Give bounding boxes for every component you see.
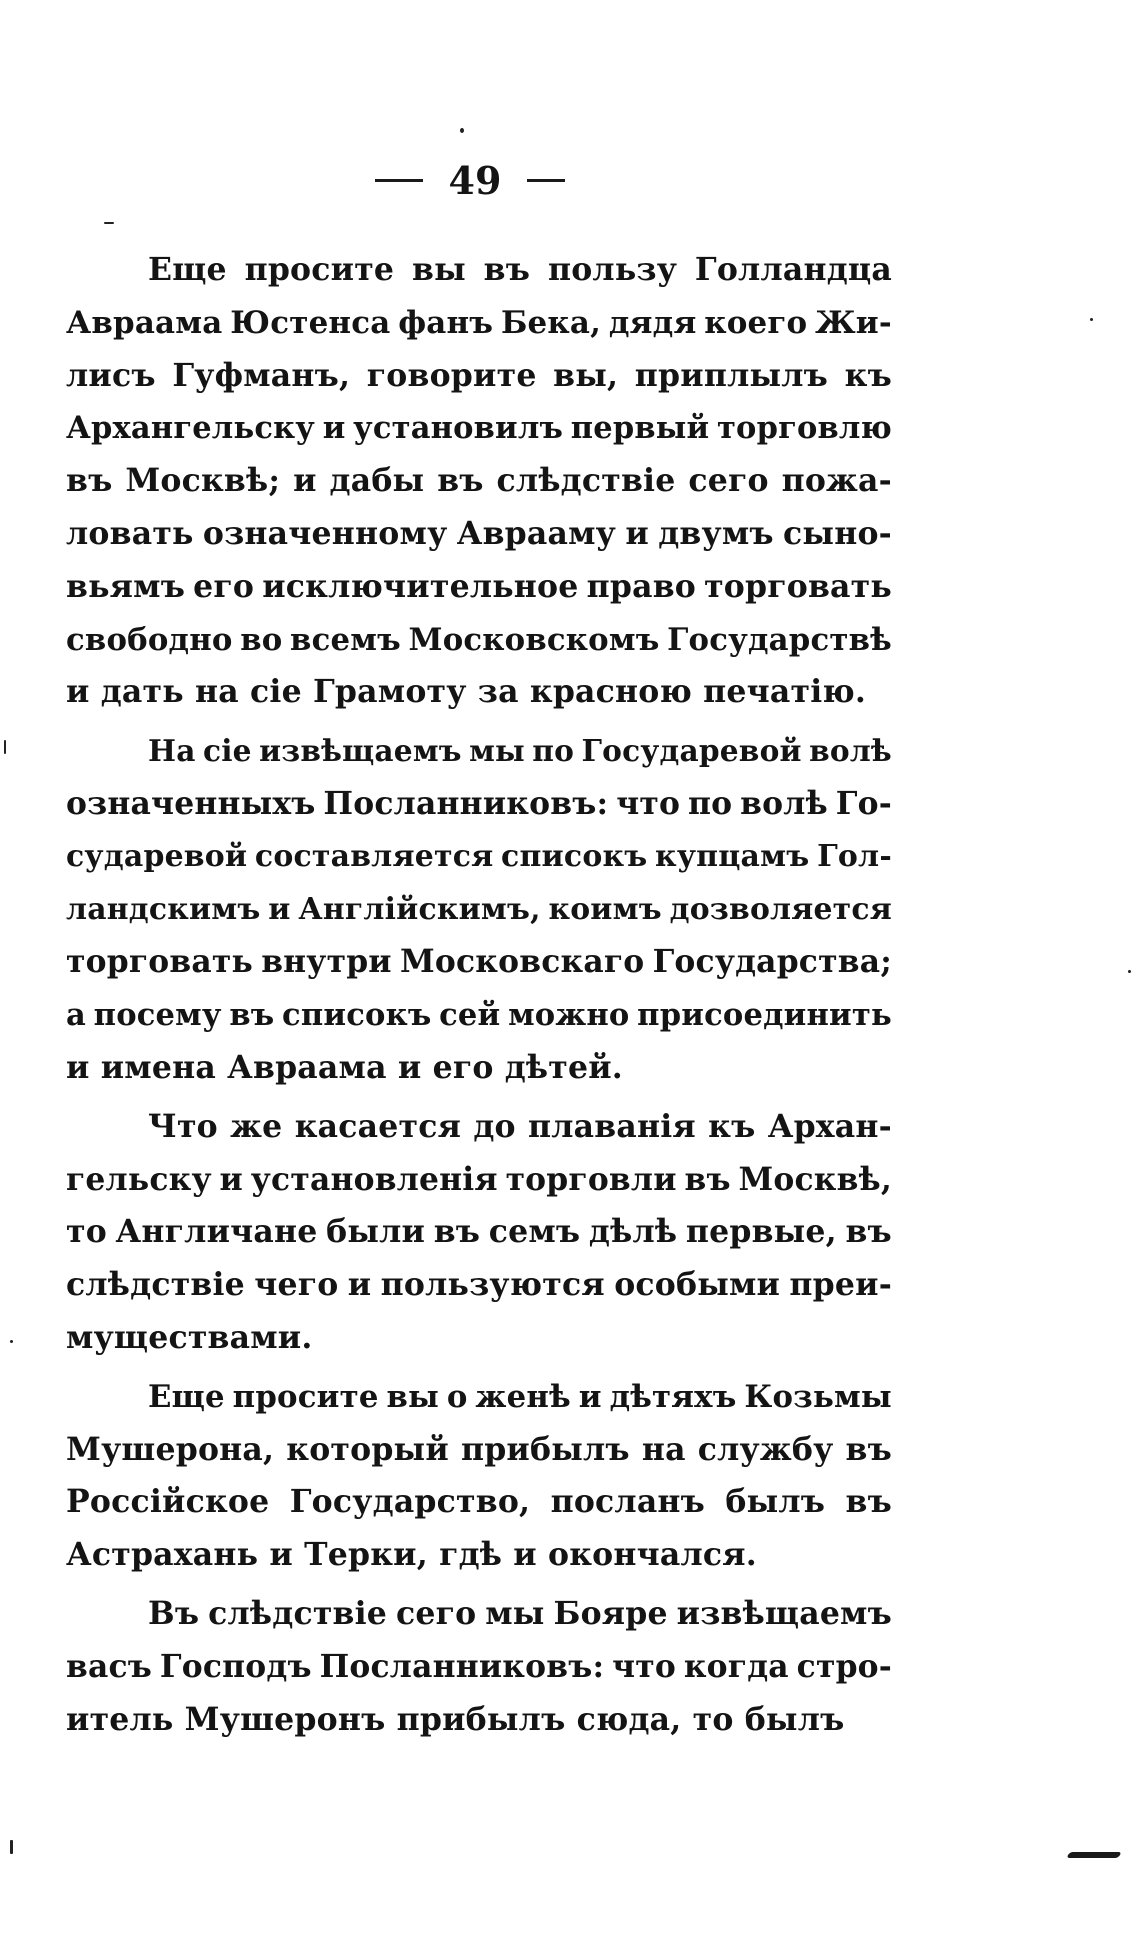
word: Государства; [652, 944, 892, 981]
word: просите [232, 1378, 379, 1415]
word: въ [845, 1430, 892, 1468]
word: въ [483, 251, 531, 288]
word: Москвѣ, [738, 1161, 892, 1198]
word: списокъ [282, 997, 432, 1034]
word: торговлю [716, 410, 892, 447]
word: Авраама [66, 304, 223, 341]
header-dash-right [527, 179, 565, 182]
word: Москвѣ; [125, 462, 281, 500]
word: то [66, 1213, 107, 1251]
word: его [193, 567, 255, 605]
word: ловать [66, 514, 194, 552]
paragraph [66, 1101, 892, 1365]
word: во [240, 621, 283, 658]
text-line [66, 1424, 892, 1477]
text-line [66, 1259, 892, 1312]
word: Архангельску [66, 410, 316, 447]
word: стро- [796, 1648, 892, 1685]
text-line [66, 1641, 892, 1694]
text-line: муществами. [66, 1318, 313, 1356]
word: лисъ [66, 356, 156, 394]
word: службу [697, 1430, 834, 1468]
word: Гол- [817, 838, 892, 874]
text-line [66, 1371, 892, 1424]
word: извѣщаемъ [259, 733, 462, 769]
word: по [688, 785, 733, 822]
word: посему [93, 997, 222, 1034]
word: были [326, 1213, 426, 1251]
word: въ [845, 1213, 892, 1251]
word: семъ [488, 1213, 581, 1251]
text-line [66, 936, 892, 989]
text-line [66, 455, 892, 508]
word: прибылъ [460, 1430, 630, 1468]
word: и [219, 1161, 243, 1198]
paragraph [66, 1371, 892, 1582]
word: Господъ [159, 1648, 312, 1685]
word: дѣтяхъ [609, 1378, 737, 1415]
scan-speck [1090, 318, 1093, 321]
word: вьямъ [66, 567, 186, 605]
word: извѣщаемъ [676, 1594, 892, 1632]
word: женѣ [475, 1378, 571, 1415]
word: означенныхъ [66, 785, 316, 822]
word: вы [411, 251, 466, 288]
word: Государство, [289, 1483, 531, 1521]
word: и [293, 462, 317, 500]
word: дѣлѣ [588, 1213, 678, 1251]
word: касается [294, 1107, 462, 1145]
word: Аврааму [456, 514, 617, 552]
word: пользуются [380, 1266, 605, 1304]
word: пожа- [781, 462, 892, 500]
word: Бека, [500, 304, 602, 341]
scan-speck [4, 740, 6, 754]
word: На [148, 733, 196, 769]
word: преи- [789, 1266, 892, 1304]
word: пользу [547, 251, 678, 288]
word: свободно [66, 621, 233, 658]
word: сіе [202, 733, 252, 769]
word: въ [437, 462, 484, 500]
body-text [66, 244, 892, 1746]
word: въ [66, 462, 113, 500]
scan-mark [1066, 1852, 1121, 1858]
word: былъ [725, 1483, 826, 1521]
word: Гуфманъ, [172, 356, 351, 394]
paragraph [66, 244, 892, 719]
text-line [66, 1206, 892, 1259]
word: чего [254, 1266, 339, 1304]
word: Англійскимъ, [298, 891, 541, 927]
word: Еще [148, 1378, 225, 1415]
word: Архан- [767, 1107, 892, 1145]
word: Голландца [694, 251, 892, 288]
word: торговать [66, 944, 253, 981]
word: говорите [366, 356, 537, 394]
word: первый [570, 410, 710, 447]
word: Мушерона, [66, 1430, 275, 1468]
scan-speck [460, 128, 464, 133]
word: въ [433, 1213, 481, 1251]
word: а [66, 997, 86, 1034]
word: присоединить [637, 997, 892, 1034]
word: посланъ [550, 1483, 706, 1521]
word: къ [844, 356, 892, 394]
word: исключительное [262, 567, 579, 605]
word: слѣдствіе [66, 1266, 245, 1304]
word: Государствѣ [667, 621, 892, 658]
text-line [66, 402, 892, 455]
word: когда [683, 1648, 789, 1685]
word: что [612, 1648, 676, 1685]
text-line: и имена Авраама и его дѣтей. [66, 1048, 623, 1086]
word: Жи- [815, 304, 892, 341]
word: волѣ [809, 733, 892, 769]
word: что [616, 785, 681, 822]
word: и [322, 410, 346, 447]
word: составляется [254, 838, 494, 874]
text-line [66, 614, 892, 667]
word: особыми [614, 1266, 781, 1304]
word: дядя [608, 304, 697, 341]
word: и [578, 1378, 602, 1415]
text-line [66, 1588, 892, 1641]
word: Посланниковъ: [323, 785, 609, 822]
word: сего [395, 1594, 477, 1632]
word: Московскаго [400, 944, 645, 981]
text-line [66, 508, 892, 561]
word: о [446, 1378, 468, 1415]
word: торговли [505, 1161, 677, 1198]
word: въ [845, 1483, 892, 1521]
text-line [66, 350, 892, 403]
text-line [66, 1101, 892, 1154]
page-header [330, 150, 610, 210]
text-line: Астрахань и Терки, гдѣ и окончался. [66, 1536, 757, 1574]
word: фанъ [398, 304, 494, 341]
text-line [66, 831, 892, 884]
word: Бояре [553, 1594, 668, 1632]
word: означенному [202, 514, 448, 552]
word: торговать [704, 567, 892, 605]
word: Государевой [581, 733, 802, 769]
word: сей [439, 997, 501, 1034]
word: который [286, 1430, 449, 1468]
text-line [66, 778, 892, 831]
word: вы [386, 1378, 439, 1415]
word: первые, [685, 1213, 837, 1251]
paragraph [66, 725, 892, 1095]
word: къ [708, 1107, 756, 1145]
word: плаванія [528, 1107, 696, 1145]
word: въ [229, 997, 275, 1034]
word: Въ [148, 1594, 200, 1632]
text-line [66, 297, 892, 350]
word: сударевой [66, 838, 248, 874]
scan-speck [10, 1340, 13, 1343]
word: же [230, 1107, 283, 1145]
word: волѣ [740, 785, 828, 822]
word: сего [688, 462, 769, 500]
word: Го- [835, 785, 892, 822]
word: Еще [148, 251, 227, 288]
word: и [268, 891, 291, 927]
page-number: 49 [448, 157, 502, 203]
text-line [66, 989, 892, 1042]
word: Юстенса [230, 304, 391, 341]
text-line [66, 561, 892, 614]
header-dash-left [375, 179, 423, 182]
word: установилъ [353, 410, 564, 447]
word: можно [508, 997, 630, 1034]
word: слѣдствіе [496, 462, 676, 500]
word: Московскомъ [408, 621, 660, 658]
word: на [641, 1430, 686, 1468]
word: до [473, 1107, 516, 1145]
word: вы, [553, 356, 619, 394]
word: ландскимъ [66, 891, 261, 927]
text-line [66, 1476, 892, 1529]
word: дабы [329, 462, 425, 500]
word: купцамъ [655, 838, 810, 874]
word: и [347, 1266, 372, 1304]
scan-speck [10, 1840, 13, 1854]
word: установленія [250, 1161, 498, 1198]
word: списокъ [501, 838, 648, 874]
word: просите [244, 251, 395, 288]
word: двумъ [658, 514, 774, 552]
word: Посланниковъ: [319, 1648, 605, 1685]
word: мы [469, 733, 525, 769]
word: и [625, 514, 649, 552]
word: мы [485, 1594, 545, 1632]
word: право [586, 567, 696, 605]
text-line [66, 725, 892, 778]
word: гельску [66, 1161, 212, 1198]
word: васъ [66, 1648, 153, 1685]
word: Англичане [115, 1213, 318, 1251]
text-line [66, 884, 892, 937]
word: внутри [261, 944, 392, 981]
word: коимъ [548, 891, 662, 927]
word: Россійское [66, 1483, 270, 1521]
text-line [66, 244, 892, 297]
word: въ [684, 1161, 731, 1198]
word: приплылъ [634, 356, 829, 394]
word: дозволяется [669, 891, 892, 927]
scan-speck [104, 222, 114, 224]
scan-speck [1128, 970, 1131, 973]
word: по [532, 733, 575, 769]
word: коего [704, 304, 808, 341]
word: всемъ [290, 621, 401, 658]
word: Что [148, 1107, 218, 1145]
text-line: и дать на сіе Грамоту за красною печатію. [66, 673, 867, 711]
word: слѣдствіе [208, 1594, 388, 1632]
paragraph [66, 1588, 892, 1746]
word: Козьмы [744, 1378, 892, 1415]
word: сыно- [783, 514, 892, 552]
text-line [66, 1154, 892, 1207]
text-line: итель Мушеронъ прибылъ сюда, то былъ [66, 1700, 845, 1738]
